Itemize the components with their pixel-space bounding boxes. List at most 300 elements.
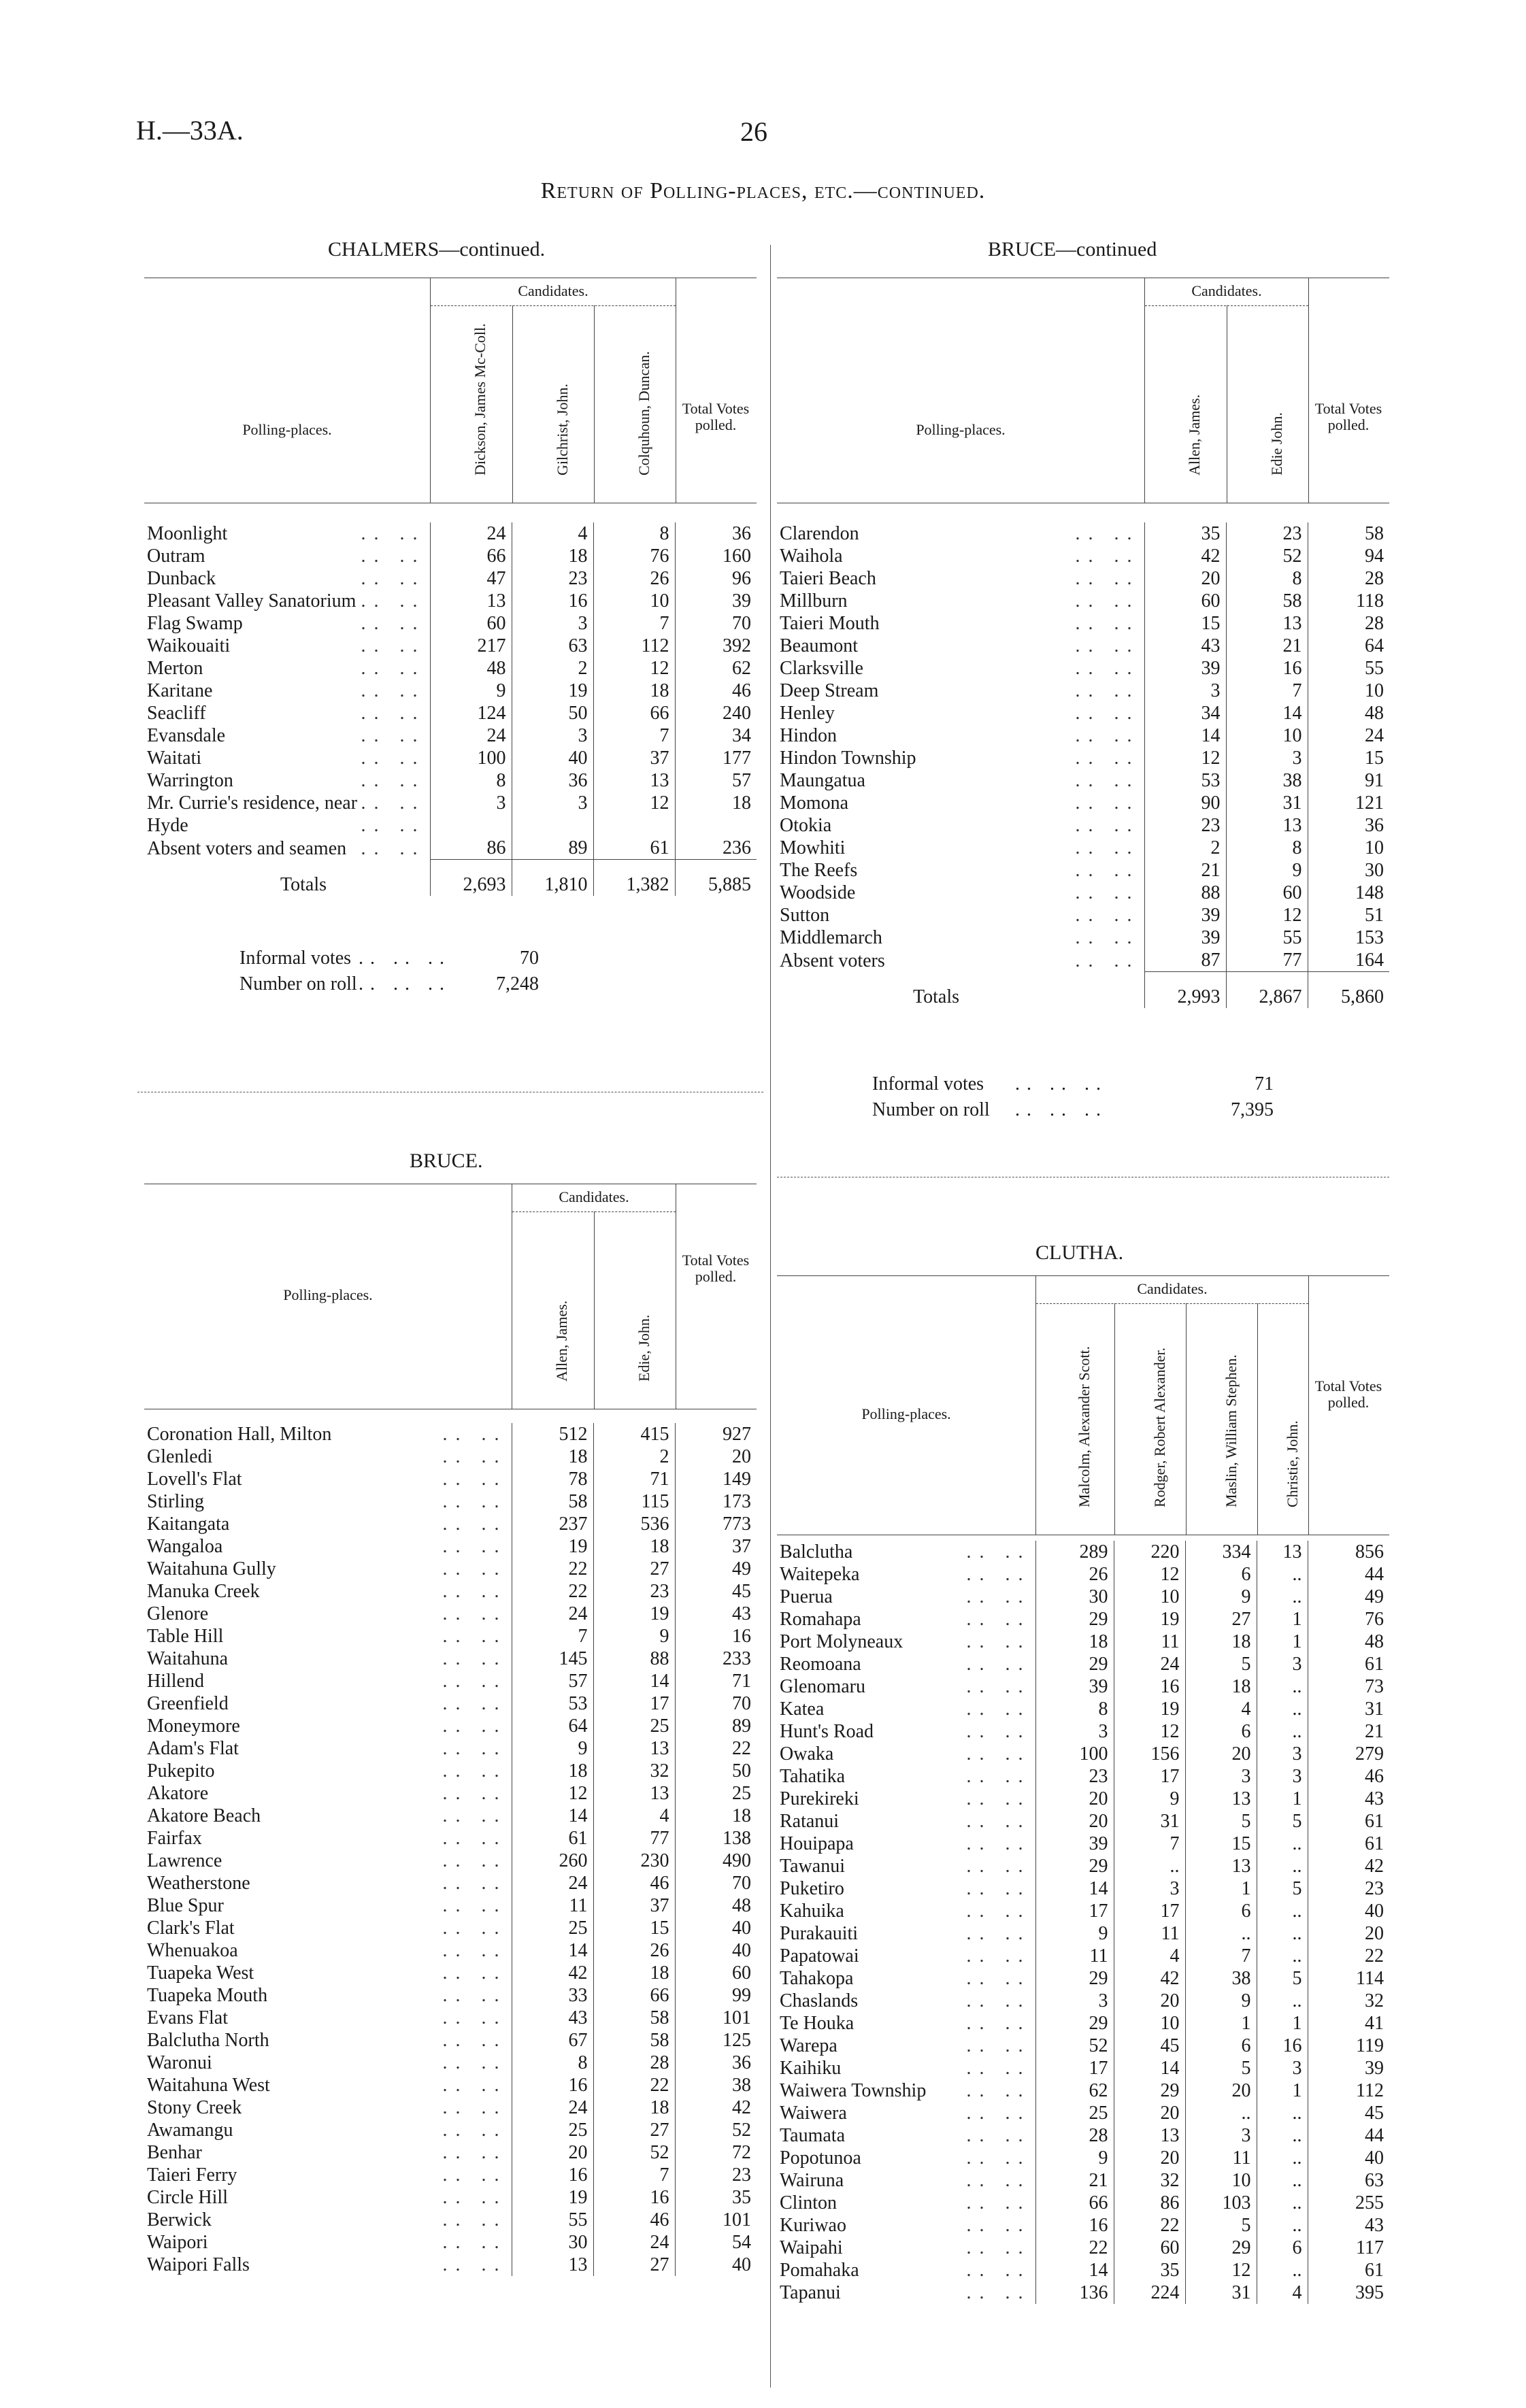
polling-place-name: Port Molyneaux .. .. xyxy=(780,1631,1031,1652)
leader-dots: .. .. xyxy=(442,1626,508,1647)
leader-dots: .. .. xyxy=(966,2282,1031,2303)
total-votes-cell: 22 xyxy=(675,1737,757,1760)
leader-dots: .. .. xyxy=(442,1558,508,1579)
candidate-header: Gilchrist, John. xyxy=(554,383,571,475)
vote-count-cell: 4 xyxy=(1114,1945,1185,1967)
total-votes-cell: 45 xyxy=(675,1580,757,1603)
polling-place-name: Akatore Beach .. .. xyxy=(147,1805,508,1826)
vote-count-cell: 86 xyxy=(1114,2192,1185,2214)
leader-dots: .. .. xyxy=(442,2164,508,2186)
vote-count-cell: 13 xyxy=(1226,814,1308,837)
table-row xyxy=(144,814,757,837)
table-row xyxy=(144,1603,757,1625)
leader-dots: .. .. xyxy=(1075,770,1140,791)
table-row xyxy=(144,2007,757,2029)
leader-dots: .. .. xyxy=(442,1491,508,1512)
leader-dots: .. .. xyxy=(361,568,426,589)
leader-dots: .. .. xyxy=(966,2058,1031,2079)
vote-count-cell: 40 xyxy=(512,747,593,769)
table-row xyxy=(777,2192,1389,2214)
table-row xyxy=(144,522,757,545)
leader-dots: .. .. xyxy=(361,703,426,724)
vote-count-cell: 14 xyxy=(1035,2259,1114,2281)
table-row xyxy=(144,635,757,657)
vote-count-cell: 20 xyxy=(512,2141,593,2164)
leader-dots: .. .. xyxy=(442,1985,508,2006)
vote-count-cell: 136 xyxy=(1035,2281,1114,2304)
table-row xyxy=(144,747,757,769)
total-votes-cell: 62 xyxy=(675,657,757,680)
table-row xyxy=(777,1833,1389,1855)
vote-count-cell: 39 xyxy=(1144,926,1226,949)
polling-place-name: Merton .. .. xyxy=(147,658,426,679)
table-row xyxy=(777,635,1389,657)
vote-count-cell: 66 xyxy=(593,1984,675,2007)
vote-count-cell xyxy=(430,814,512,837)
vote-count-cell: 48 xyxy=(430,657,512,680)
vote-count-cell: 115 xyxy=(593,1490,675,1513)
vote-count-cell: 19 xyxy=(512,680,593,702)
table-row xyxy=(777,1788,1389,1810)
polling-place-name: Adam's Flat .. .. xyxy=(147,1738,508,1759)
vote-count-cell: 5 xyxy=(1185,1810,1257,1833)
leader-dots: .. .. xyxy=(1075,837,1140,858)
leader-dots: .. .. xyxy=(966,2215,1031,2236)
leader-dots: .. .. xyxy=(966,1923,1031,1944)
total-votes-cell: 392 xyxy=(675,635,757,657)
vote-count-cell: 4 xyxy=(593,1805,675,1827)
candidates-header: Candidates. xyxy=(1137,1280,1208,1297)
table-row xyxy=(144,657,757,680)
table-row xyxy=(777,2057,1389,2079)
vote-count-cell: 31 xyxy=(1185,2281,1257,2304)
bruce-continued-table xyxy=(777,522,1389,1008)
total-votes-cell: 149 xyxy=(675,1468,757,1490)
vote-count-cell: 26 xyxy=(593,1939,675,1962)
table-row xyxy=(777,2012,1389,2035)
leader-dots: .. .. xyxy=(361,523,426,544)
table-row xyxy=(777,1720,1389,1743)
vote-count-cell: 11 xyxy=(1114,1922,1185,1945)
vote-count-cell: 20 xyxy=(1185,1743,1257,1765)
polling-place-name: Mowhiti .. .. xyxy=(780,837,1140,858)
vote-count-cell: 14 xyxy=(1114,2057,1185,2079)
polling-place-name: Waiwera .. .. xyxy=(780,2103,1031,2124)
polling-place-name: Wairuna .. .. xyxy=(780,2170,1031,2191)
leader-dots: .. .. xyxy=(442,1424,508,1445)
table-row xyxy=(777,1922,1389,1945)
total-votes-cell: 51 xyxy=(1308,904,1389,926)
polling-place-name: Te Houka .. .. xyxy=(780,2013,1031,2034)
leader-dots: .. .. xyxy=(966,1901,1031,1922)
vote-count-cell: 12 xyxy=(1144,747,1226,769)
section-title: CHALMERS—continued. xyxy=(328,238,546,261)
vote-count-cell: 14 xyxy=(593,1670,675,1692)
candidate-header: Christie, John. xyxy=(1283,1420,1301,1507)
grand-total-cell: 5,860 xyxy=(1308,972,1389,1009)
table-row xyxy=(144,1670,757,1692)
polling-place-name: Mr. Currie's residence, near .. .. xyxy=(147,792,426,814)
leader-dots: .. .. xyxy=(361,792,426,814)
leader-dots: .. .. xyxy=(442,2052,508,2073)
vote-count-cell: 7 xyxy=(593,2164,675,2186)
candidate-total-cell: 2,993 xyxy=(1144,972,1226,1009)
table-header xyxy=(777,278,1389,503)
vote-count-cell: 145 xyxy=(512,1648,593,1670)
leader-dots: .. .. xyxy=(966,2237,1031,2258)
vote-count-cell: 14 xyxy=(1144,724,1226,747)
vote-count-cell: 9 xyxy=(1035,2147,1114,2169)
leader-dots: .. .. xyxy=(1075,927,1140,948)
leader-dots: .. .. xyxy=(442,1760,508,1782)
polling-place-name: Lovell's Flat .. .. xyxy=(147,1469,508,1490)
total-votes-cell: 46 xyxy=(1308,1765,1389,1788)
leader-dots: .. .. xyxy=(966,1654,1031,1675)
total-votes-cell: 101 xyxy=(675,2209,757,2231)
total-votes-cell: 18 xyxy=(675,1805,757,1827)
leader-dots: .. .. xyxy=(442,1918,508,1939)
vote-count-cell: 22 xyxy=(512,1580,593,1603)
vote-count-cell: 20 xyxy=(1035,1788,1114,1810)
candidates-header: Candidates. xyxy=(559,1188,629,1205)
leader-dots: .. .. xyxy=(966,2103,1031,2124)
vote-count-cell: 35 xyxy=(1114,2259,1185,2281)
number-on-roll-label: Number on roll xyxy=(872,1099,990,1120)
total-votes-cell: 40 xyxy=(675,1917,757,1939)
vote-count-cell: 3 xyxy=(1035,1990,1114,2012)
vote-count-cell: 230 xyxy=(593,1850,675,1872)
vote-count-cell: 24 xyxy=(593,2231,675,2254)
vote-count-cell: 13 xyxy=(593,1782,675,1805)
polling-place-name: Tuapeka Mouth .. .. xyxy=(147,1985,508,2006)
vote-count-cell: 16 xyxy=(1226,657,1308,680)
vote-count-cell: 536 xyxy=(593,1513,675,1535)
table-row xyxy=(144,1423,757,1445)
polling-place-name: Coronation Hall, Milton .. .. xyxy=(147,1424,508,1445)
vote-count-cell: 11 xyxy=(1035,1945,1114,1967)
number-on-roll-value: 7,248 xyxy=(496,973,539,994)
vote-count-cell: 3 xyxy=(512,612,593,635)
number-on-roll-label: Number on roll xyxy=(239,973,357,994)
vote-count-cell: 2 xyxy=(593,1445,675,1468)
vote-count-cell: 60 xyxy=(430,612,512,635)
total-votes-cell: 61 xyxy=(1308,1833,1389,1855)
table-row xyxy=(777,1765,1389,1788)
vote-count-cell: 62 xyxy=(1035,2079,1114,2102)
vote-count-cell: 18 xyxy=(1185,1675,1257,1698)
total-votes-cell: 36 xyxy=(675,522,757,545)
page-number: 26 xyxy=(740,116,767,147)
vote-count-cell: 16 xyxy=(1114,1675,1185,1698)
vote-count-cell: 17 xyxy=(1035,2057,1114,2079)
polling-place-name: Glenore .. .. xyxy=(147,1603,508,1624)
table-row xyxy=(777,1698,1389,1720)
polling-place-name: Hillend .. .. xyxy=(147,1671,508,1692)
vote-count-cell: 24 xyxy=(430,522,512,545)
vote-count-cell: 39 xyxy=(1035,1675,1114,1698)
table-row xyxy=(777,1877,1389,1900)
vote-count-cell: 8 xyxy=(1035,1698,1114,1720)
vote-count-cell: 13 xyxy=(1226,612,1308,635)
vote-count-cell: 5 xyxy=(1257,1810,1308,1833)
total-votes-cell: 61 xyxy=(1308,1810,1389,1833)
leader-dots: .. .. xyxy=(361,770,426,791)
vote-count-cell: 61 xyxy=(512,1827,593,1850)
leader-dots: .. .. xyxy=(442,1716,508,1737)
leader-dots: .. .. xyxy=(966,2013,1031,2034)
vote-count-cell: 220 xyxy=(1114,1541,1185,1563)
table-row xyxy=(777,1586,1389,1608)
polling-place-name: Lawrence .. .. xyxy=(147,1850,508,1871)
table-row xyxy=(144,1827,757,1850)
leader-dots: .. .. xyxy=(361,590,426,612)
vote-count-cell: 76 xyxy=(593,545,675,567)
leader-dots: .. .. xyxy=(966,1631,1031,1652)
leader-dots: .. .. xyxy=(966,1586,1031,1607)
leader-dots: .. .. xyxy=(966,2147,1031,2169)
table-row xyxy=(777,1743,1389,1765)
total-votes-cell: 60 xyxy=(675,1962,757,1984)
informal-votes-label: Informal votes xyxy=(239,948,352,969)
vote-count-cell: 6 xyxy=(1185,2035,1257,2057)
total-votes-cell: 119 xyxy=(1308,2035,1389,2057)
total-votes-cell: 927 xyxy=(675,1423,757,1445)
polling-place-name: Evans Flat .. .. xyxy=(147,2007,508,2028)
leader-dots: .. .. xyxy=(966,1676,1031,1697)
polling-places-header: Polling-places. xyxy=(283,1286,373,1303)
total-votes-cell: 25 xyxy=(675,1782,757,1805)
vote-count-cell: 9 xyxy=(1226,859,1308,882)
vote-count-cell: 23 xyxy=(1226,522,1308,545)
vote-count-cell: 18 xyxy=(593,1962,675,1984)
table-row xyxy=(777,1945,1389,1967)
table-row xyxy=(144,1760,757,1782)
polling-place-name: Awamangu .. .. xyxy=(147,2120,508,2141)
vote-count-cell: 18 xyxy=(512,1760,593,1782)
vote-count-cell: 58 xyxy=(593,2007,675,2029)
leader-dots: .. .. xyxy=(442,2120,508,2141)
leader-dots: .. .. xyxy=(966,2192,1031,2213)
table-row xyxy=(144,2141,757,2164)
total-votes-cell: 148 xyxy=(1308,882,1389,904)
vote-count-cell: 8 xyxy=(512,2052,593,2074)
leader-dots: .. .. xyxy=(966,1721,1031,1742)
table-row xyxy=(777,1631,1389,1653)
table-row xyxy=(144,1715,757,1737)
polling-place-name: Hindon Township .. .. xyxy=(780,748,1140,769)
chalmers-table xyxy=(144,522,757,896)
table-row xyxy=(144,1580,757,1603)
vote-count-cell: 52 xyxy=(593,2141,675,2164)
vote-count-cell: 10 xyxy=(1114,1586,1185,1608)
total-votes-cell: 70 xyxy=(675,612,757,635)
vote-count-cell: 16 xyxy=(512,2074,593,2096)
vote-count-cell: 60 xyxy=(1114,2237,1185,2259)
page-title: Return of Polling-places, etc.—continued. xyxy=(540,178,986,203)
table-header xyxy=(144,1184,757,1409)
candidate-header: Colquhoun, Duncan. xyxy=(635,351,652,475)
vote-count-cell: .. xyxy=(1257,2124,1308,2147)
table-row xyxy=(777,545,1389,567)
table-row xyxy=(144,1625,757,1648)
vote-count-cell: 11 xyxy=(1185,2147,1257,2169)
leader-dots: .. .. xyxy=(361,658,426,679)
vote-count-cell: 260 xyxy=(512,1850,593,1872)
vote-count-cell: 13 xyxy=(512,2254,593,2276)
leader-dots: .. .. xyxy=(361,725,426,746)
vote-count-cell: 66 xyxy=(593,702,675,724)
table-row xyxy=(144,1894,757,1917)
vote-count-cell: 1 xyxy=(1257,1788,1308,1810)
vote-count-cell: 3 xyxy=(512,792,593,814)
vote-count-cell: 19 xyxy=(1114,1698,1185,1720)
total-votes-header: Total Votes polled. xyxy=(682,1252,750,1285)
total-votes-cell: 72 xyxy=(675,2141,757,2164)
vote-count-cell: 20 xyxy=(1144,567,1226,590)
vote-count-cell: 100 xyxy=(430,747,512,769)
table-row xyxy=(144,837,757,860)
table-row xyxy=(777,769,1389,792)
polling-place-name: Absent voters .. .. xyxy=(780,950,1140,971)
vote-count-cell: 13 xyxy=(593,769,675,792)
total-votes-cell xyxy=(675,814,757,837)
vote-count-cell: 512 xyxy=(512,1423,593,1445)
total-votes-cell: 52 xyxy=(675,2119,757,2141)
vote-count-cell: 39 xyxy=(1144,904,1226,926)
polling-place-name: Table Hill .. .. xyxy=(147,1626,508,1647)
table-row xyxy=(777,837,1389,859)
leader-dots: .. .. xyxy=(442,1850,508,1871)
vote-count-cell: 71 xyxy=(593,1468,675,1490)
polling-place-name: Popotunoa .. .. xyxy=(780,2147,1031,2169)
vote-count-cell: 25 xyxy=(593,1715,675,1737)
total-votes-header: Total Votes polled. xyxy=(1314,400,1382,433)
polling-place-name: Chaslands .. .. xyxy=(780,1990,1031,2011)
vote-count-cell: 67 xyxy=(512,2029,593,2052)
total-votes-cell: 31 xyxy=(1308,1698,1389,1720)
table-row xyxy=(777,859,1389,882)
vote-count-cell: .. xyxy=(1257,1990,1308,2012)
polling-place-name: Kaitangata .. .. xyxy=(147,1514,508,1535)
vote-count-cell: 24 xyxy=(430,724,512,747)
leader-dots: .. .. xyxy=(966,2125,1031,2146)
leader-dots: .. .. xyxy=(361,613,426,634)
column-divider xyxy=(770,245,771,2388)
polling-place-name: Taumata .. .. xyxy=(780,2125,1031,2146)
leader-dots: .. .. xyxy=(442,1671,508,1692)
vote-count-cell: 1 xyxy=(1257,1631,1308,1653)
total-votes-cell: 64 xyxy=(1308,635,1389,657)
vote-count-cell: 16 xyxy=(1035,2214,1114,2237)
table-row xyxy=(777,1967,1389,1990)
vote-count-cell: .. xyxy=(1257,1922,1308,1945)
vote-count-cell: 156 xyxy=(1114,1743,1185,1765)
leader-dots: .. .. xyxy=(442,1446,508,1467)
polling-place-name: Blue Spur .. .. xyxy=(147,1895,508,1916)
vote-count-cell: 27 xyxy=(593,2119,675,2141)
table-row xyxy=(144,1468,757,1490)
vote-count-cell: 23 xyxy=(1035,1765,1114,1788)
vote-count-cell: 12 xyxy=(593,792,675,814)
vote-count-cell: 10 xyxy=(1226,724,1308,747)
polling-places-header: Polling-places. xyxy=(916,421,1006,438)
polling-place-name: Tuapeka West .. .. xyxy=(147,1962,508,1984)
table-row xyxy=(777,1608,1389,1631)
leader-dots: .. .. xyxy=(442,1693,508,1714)
informal-votes-value: 71 xyxy=(1255,1073,1274,1094)
vote-count-cell: 87 xyxy=(1144,949,1226,972)
vote-count-cell: 2 xyxy=(512,657,593,680)
total-votes-cell: 48 xyxy=(1308,702,1389,724)
polling-place-name: Hindon .. .. xyxy=(780,725,1140,746)
total-votes-cell: 91 xyxy=(1308,769,1389,792)
chalmers-summary: Informal votes .. .. .. 70 Number on roll .. .. .. 7,248 xyxy=(239,946,757,997)
total-votes-cell: 48 xyxy=(1308,1631,1389,1653)
total-votes-cell: 20 xyxy=(675,1445,757,1468)
table-header xyxy=(144,278,757,503)
vote-count-cell: 3 xyxy=(1144,680,1226,702)
vote-count-cell: 22 xyxy=(1114,2214,1185,2237)
totals-row xyxy=(144,860,757,897)
candidate-total-cell: 2,693 xyxy=(430,860,512,897)
vote-count-cell: 57 xyxy=(512,1670,593,1692)
vote-count-cell: 53 xyxy=(1144,769,1226,792)
vote-count-cell: 9 xyxy=(1035,1922,1114,1945)
polling-place-name: Henley .. .. xyxy=(780,703,1140,724)
vote-count-cell: 4 xyxy=(1185,1698,1257,1720)
table-row xyxy=(144,1850,757,1872)
polling-place-name: Waitepeka .. .. xyxy=(780,1564,1031,1585)
table-row xyxy=(777,590,1389,612)
candidate-total-cell: 2,867 xyxy=(1226,972,1308,1009)
total-votes-cell: 44 xyxy=(1308,1563,1389,1586)
table-row xyxy=(777,2035,1389,2057)
vote-count-cell: 42 xyxy=(1114,1967,1185,1990)
table-row xyxy=(777,657,1389,680)
vote-count-cell: 7 xyxy=(1185,1945,1257,1967)
vote-count-cell: 29 xyxy=(1035,1967,1114,1990)
polling-place-name: Reomoana .. .. xyxy=(780,1654,1031,1675)
vote-count-cell: 8 xyxy=(1226,837,1308,859)
vote-count-cell: 27 xyxy=(593,2254,675,2276)
leader-dots: .. .. xyxy=(442,1648,508,1669)
vote-count-cell: 4 xyxy=(1257,2281,1308,2304)
vote-count-cell: 45 xyxy=(1114,2035,1185,2057)
candidates-header: Candidates. xyxy=(1191,282,1262,299)
total-votes-cell: 112 xyxy=(1308,2079,1389,2102)
vote-count-cell: 13 xyxy=(1114,2124,1185,2147)
vote-count-cell: 38 xyxy=(1226,769,1308,792)
vote-count-cell xyxy=(512,814,593,837)
leader-dots: .. .. xyxy=(442,1536,508,1557)
vote-count-cell: .. xyxy=(1185,2102,1257,2124)
vote-count-cell: 22 xyxy=(1035,2237,1114,2259)
total-votes-cell: 10 xyxy=(1308,680,1389,702)
polling-place-name: Deep Stream .. .. xyxy=(780,680,1140,701)
vote-count-cell: 63 xyxy=(512,635,593,657)
vote-count-cell: 77 xyxy=(1226,949,1308,972)
total-votes-cell: 70 xyxy=(675,1872,757,1894)
table-row xyxy=(777,792,1389,814)
vote-count-cell: 3 xyxy=(430,792,512,814)
vote-count-cell: 19 xyxy=(512,1535,593,1558)
polling-place-name: The Reefs .. .. xyxy=(780,860,1140,881)
leader-dots: .. .. xyxy=(966,1609,1031,1630)
table-row xyxy=(144,590,757,612)
polling-place-name: Karitane .. .. xyxy=(147,680,426,701)
candidate-header: Allen, James. xyxy=(1186,394,1203,475)
polling-place-name: Owaka .. .. xyxy=(780,1743,1031,1765)
